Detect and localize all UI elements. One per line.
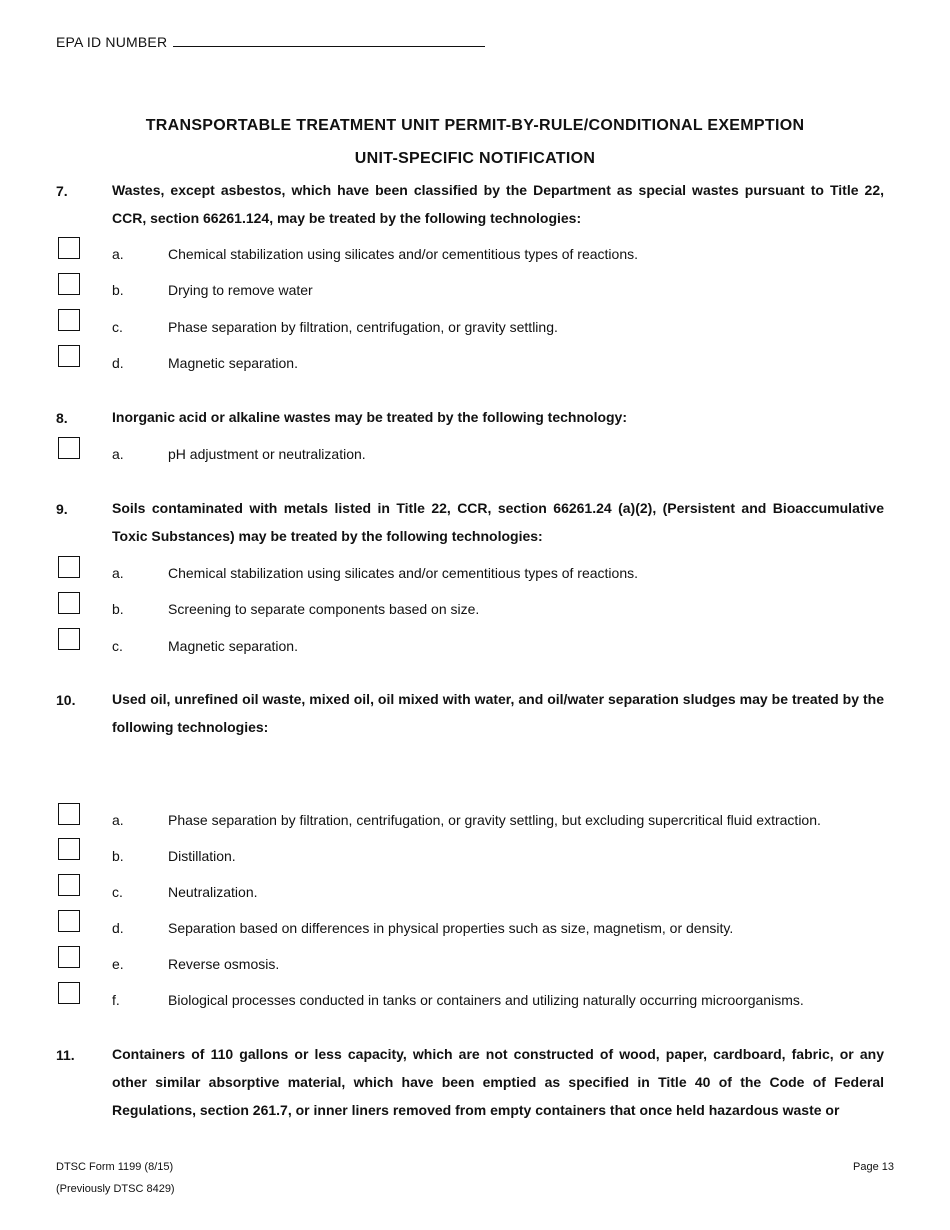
section-number: 10. [56, 692, 76, 708]
page-number: Page 13 [853, 1161, 894, 1173]
item-letter: a. [112, 246, 124, 262]
item-letter: c. [112, 638, 123, 654]
item-text: Distillation. [168, 848, 236, 864]
item-letter: b. [112, 601, 124, 617]
checkbox-8a[interactable] [58, 437, 80, 459]
item-letter: a. [112, 565, 124, 581]
item-text: pH adjustment or neutralization. [168, 446, 366, 462]
item-letter: d. [112, 355, 124, 371]
item-text: Magnetic separation. [168, 355, 298, 371]
section-number: 11. [56, 1047, 75, 1063]
form-title: TRANSPORTABLE TREATMENT UNIT PERMIT-BY-RULE/CONDITIONAL EXEMPTION [145, 117, 805, 134]
item-text: Separation based on differences in physical properties such as size, magnetism, or density. [168, 920, 734, 936]
item-letter: b. [112, 282, 124, 298]
checkbox-10b[interactable] [58, 838, 80, 860]
epa-id-input-line[interactable] [173, 32, 485, 47]
item-letter: c. [112, 319, 123, 335]
item-text: Chemical stabilization using silicates and/or cementitious types of reactions. [168, 565, 639, 581]
checkbox-9b[interactable] [58, 592, 80, 614]
previous-form-number: (Previously DTSC 8429) [56, 1183, 175, 1195]
item-text: Phase separation by filtration, centrifugation, or gravity settling. [168, 319, 558, 335]
checkbox-10e[interactable] [58, 946, 80, 968]
checkbox-7b[interactable] [58, 273, 80, 295]
item-text: Biological processes conducted in tanks or containers and utilizing naturally occurring microorganisms. [168, 992, 804, 1008]
item-text: Chemical stabilization using silicates and/or cementitious types of reactions. [168, 246, 639, 262]
checkbox-10d[interactable] [58, 910, 80, 932]
epa-id-label: EPA ID NUMBER [56, 34, 168, 50]
epa-id-field [56, 32, 485, 50]
item-letter: a. [112, 812, 124, 828]
item-letter: b. [112, 848, 124, 864]
section-number: 9. [56, 501, 68, 517]
section-text: Wastes, except asbestos, which have been classified by the Department as special wastes pursuant to Title 22, CCR, section 66261.124, may be treated by the following technologies: [112, 182, 884, 226]
form-subtitle: UNIT-SPECIFIC NOTIFICATION [354, 150, 596, 167]
checkbox-10a[interactable] [58, 803, 80, 825]
item-text: Magnetic separation. [168, 638, 298, 654]
section-text: Containers of 110 gallons or less capacity, which are not constructed of wood, paper, cardboard, fabric, or any other similar absorptive material, which have been emptied as specified in Title 40 of the Code of Federal Regulations, section 261.7, or inner liners removed from empty containers that once held hazardous waste or [112, 1046, 884, 1118]
checkbox-7c[interactable] [58, 309, 80, 331]
checkbox-7a[interactable] [58, 237, 80, 259]
section-number: 8. [56, 410, 68, 426]
item-letter: a. [112, 446, 124, 462]
item-text: Reverse osmosis. [168, 956, 280, 972]
form-number: DTSC Form 1199 (8/15) [56, 1161, 174, 1173]
item-letter: d. [112, 920, 124, 936]
item-text: Neutralization. [168, 884, 258, 900]
section-text: Used oil, unrefined oil waste, mixed oil, oil mixed with water, and oil/water separation sludges may be treated by the following technologies: [112, 691, 884, 735]
section-text: Inorganic acid or alkaline wastes may be treated by the following technology: [112, 409, 628, 425]
checkbox-9c[interactable] [58, 628, 80, 650]
item-letter: e. [112, 956, 124, 972]
section-text: Soils contaminated with metals listed in Title 22, CCR, section 66261.24 (a)(2), (Persistent and Bioaccumulative Toxic Substances) may be treated by the following technologies: [112, 500, 884, 544]
checkbox-9a[interactable] [58, 556, 80, 578]
checkbox-10f[interactable] [58, 982, 80, 1004]
item-letter: f. [112, 992, 120, 1008]
item-text: Drying to remove water [168, 282, 313, 298]
section-number: 7. [56, 183, 68, 199]
checkbox-7d[interactable] [58, 345, 80, 367]
item-text: Screening to separate components based on size. [168, 601, 480, 617]
item-text: Phase separation by filtration, centrifugation, or gravity settling, but excluding supercritical fluid extraction. [168, 812, 821, 828]
checkbox-10c[interactable] [58, 874, 80, 896]
item-letter: c. [112, 884, 123, 900]
